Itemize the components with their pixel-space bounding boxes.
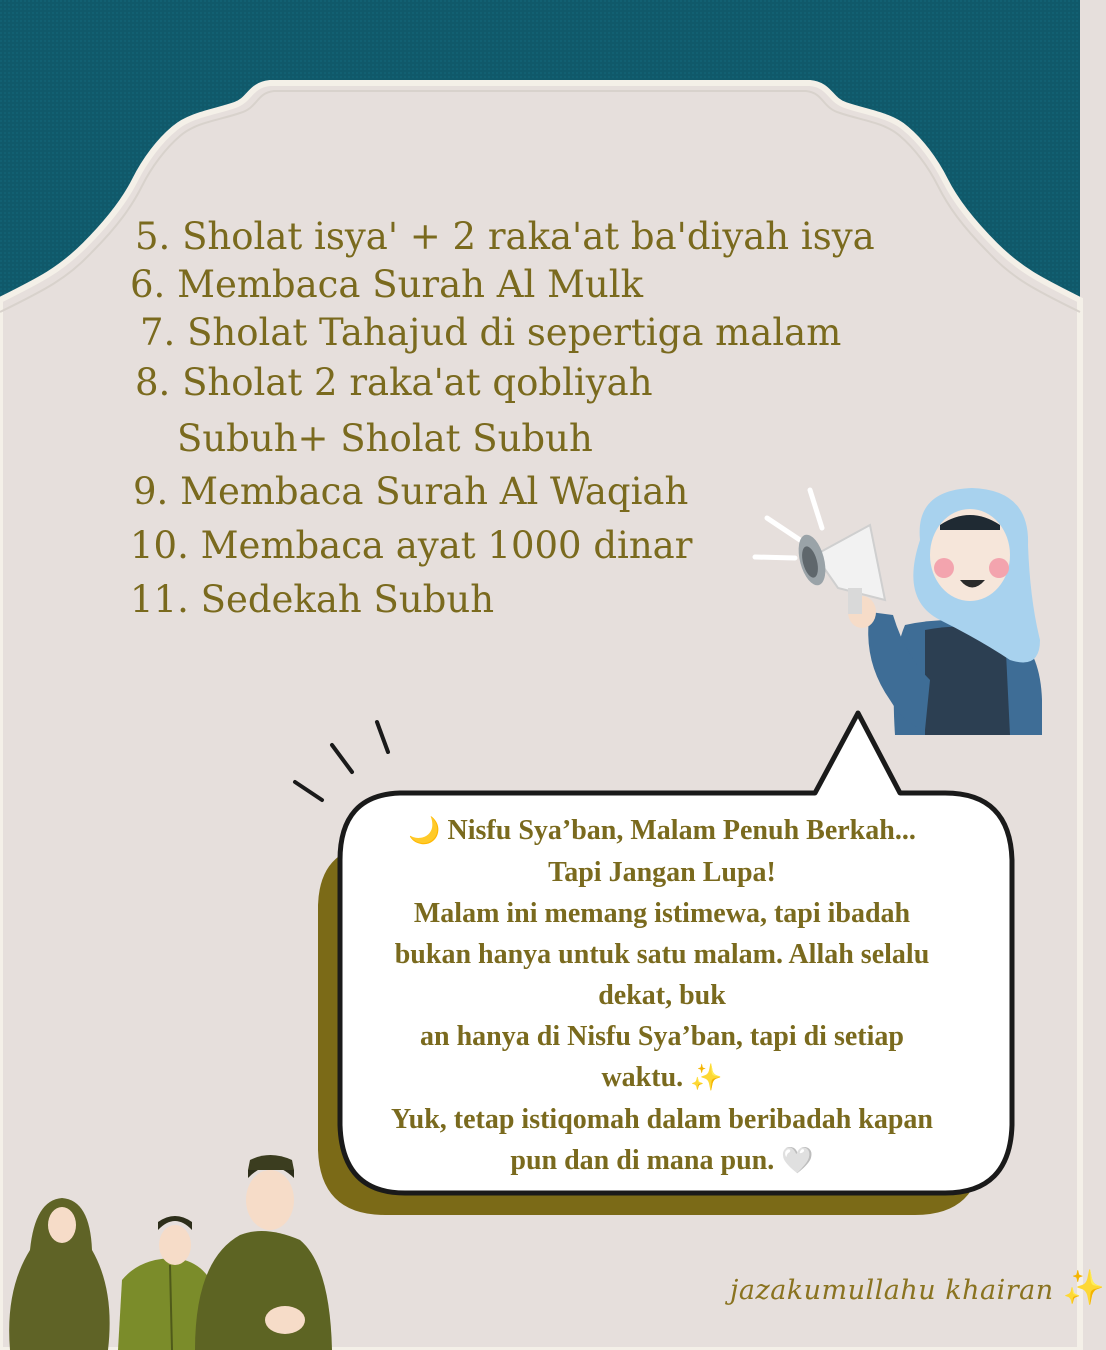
list-item: 8. Sholat 2 raka'at qobliyah <box>135 361 653 404</box>
bubble-line: Yuk, tetap istiqomah dalam beribadah kapan <box>390 1104 933 1135</box>
white-heart-icon: 🤍 <box>781 1146 814 1176</box>
list-item: 6. Membaca Surah Al Mulk <box>130 263 644 306</box>
sparkle-icon: ✨ <box>1062 1268 1106 1308</box>
bubble-subheadline: Tapi Jangan Lupa! <box>548 857 776 888</box>
list-item-continuation: Subuh+ Sholat Subuh <box>177 417 593 460</box>
crescent-moon-icon: 🌙 <box>408 816 441 846</box>
list-item: 11. Sedekah Subuh <box>130 578 495 621</box>
bubble-headline: 🌙 Nisfu Sya’ban, Malam Penuh Berkah... <box>408 815 916 846</box>
bubble-line: an hanya di Nisfu Sya’ban, tapi di setiap <box>420 1021 904 1052</box>
bubble-line: pun dan di mana pun. 🤍 <box>510 1145 814 1176</box>
bubble-message <box>352 810 972 1182</box>
signature: jazakumullahu khairan ✨ <box>730 1268 1106 1308</box>
list-item: 10. Membaca ayat 1000 dinar <box>130 524 693 567</box>
bubble-line: Malam ini memang istimewa, tapi ibadah <box>413 898 911 929</box>
bubble-line: waktu. ✨ <box>601 1062 723 1093</box>
ibadah-list <box>0 0 1080 640</box>
list-item: 7. Sholat Tahajud di sepertiga malam <box>140 311 842 354</box>
list-item: 5. Sholat isya' + 2 raka'at ba'diyah isya <box>135 215 875 258</box>
bubble-line: dekat, buk <box>598 980 726 1011</box>
sparkle-icon: ✨ <box>690 1063 723 1093</box>
list-item: 9. Membaca Surah Al Waqiah <box>133 470 689 513</box>
bubble-line: bukan hanya untuk satu malam. Allah selalu <box>394 939 930 970</box>
